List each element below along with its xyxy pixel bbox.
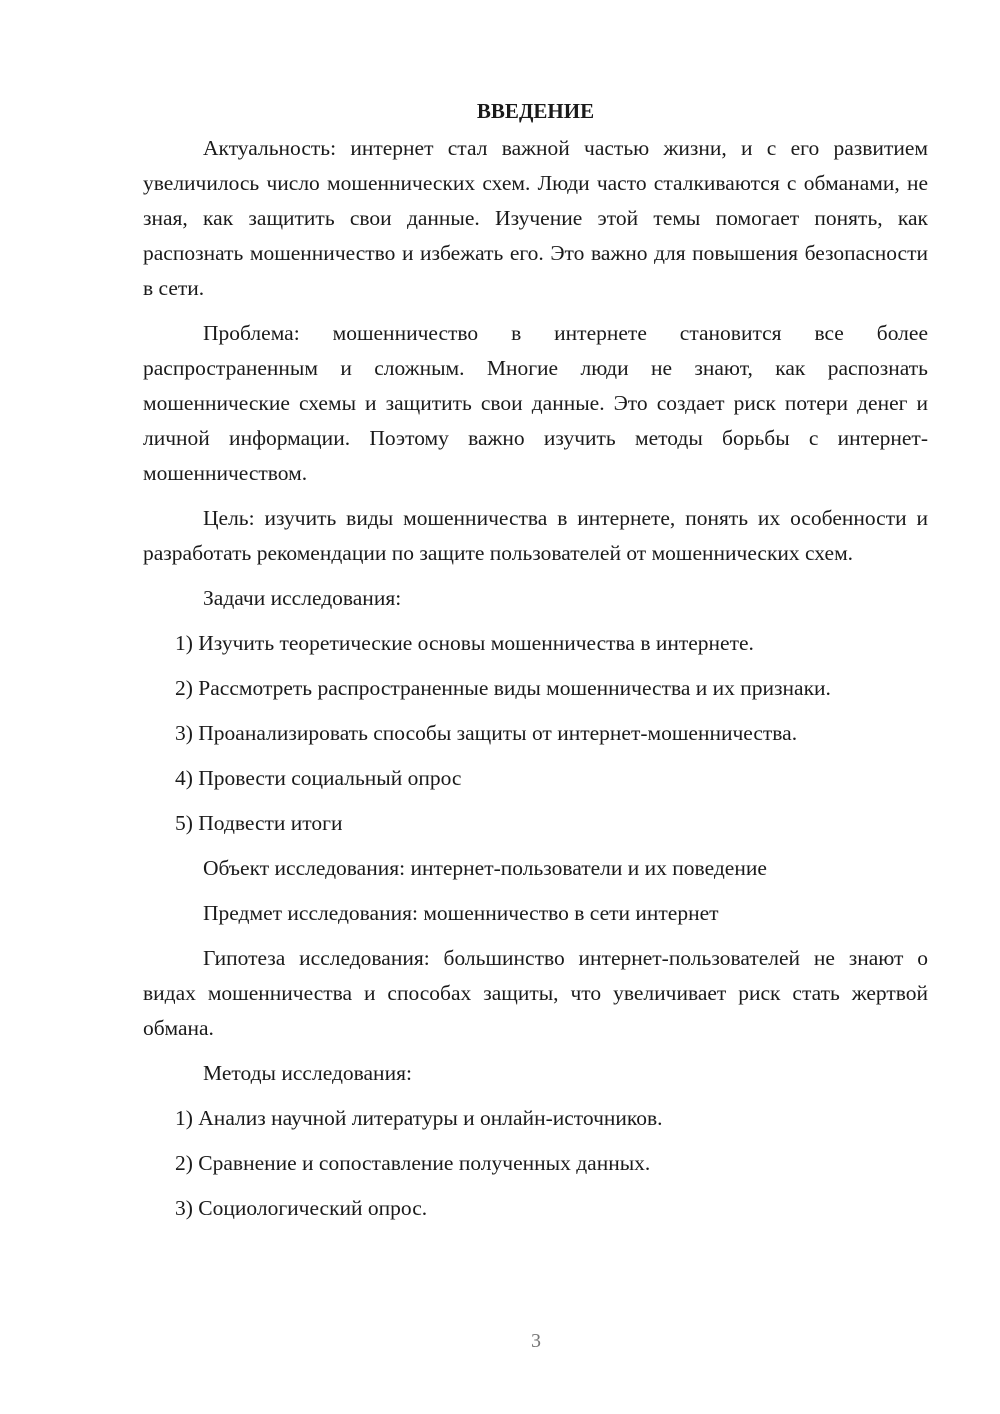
task-item-5: 5) Подвести итоги (175, 811, 343, 835)
document-page (143, 92, 928, 1236)
task-item-1: 1) Изучить теоретические основы мошенничества в интернете. (175, 631, 754, 655)
method-item-2: 2) Сравнение и сопоставление полученных данных. (175, 1151, 651, 1175)
research-subject: Предмет исследования: мошенничество в сети интернет (203, 901, 719, 925)
research-hypothesis: Гипотеза исследования: большинство интернет-пользователей не знают о видах мошенничества и способах защиты, что увеличивает риск стать жертвой обмана. (143, 946, 928, 1040)
research-object: Объект исследования: интернет-пользователи и их поведение (203, 856, 767, 880)
page-number: 3 (531, 1330, 541, 1352)
method-item-3: 3) Социологический опрос. (175, 1196, 428, 1220)
tasks-heading: Задачи исследования: (203, 586, 402, 610)
methods-heading: Методы исследования: (203, 1061, 412, 1085)
page-title: ВВЕДЕНИЕ (476, 99, 595, 123)
paragraph-goal: Цель: изучить виды мошенничества в интернете, понять их особенности и разработать рекомендации по защите пользователей от мошеннических схем. (143, 506, 928, 565)
task-item-4: 4) Провести социальный опрос (175, 766, 462, 790)
paragraph-problem: Проблема: мошенничество в интернете становится все более распространенным и сложным. Многие люди не знают, как распознать мошеннические схемы и защитить свои данные. Это создает риск потери денег и личной информации. Поэтому важно изучить методы борьбы с интернет-мошенничеством. (143, 321, 928, 485)
paragraph-relevance: Актуальность: интернет стал важной частью жизни, и с его развитием увеличилось число мошеннических схем. Люди часто сталкиваются с обманами, не зная, как защитить свои данные. Изучение этой темы помогает понять, как распознать мошенничество и избежать его. Это важно для повышения безопасности в сети. (143, 136, 928, 300)
task-item-2: 2) Рассмотреть распространенные виды мошенничества и их признаки. (175, 676, 831, 700)
task-item-3: 3) Проанализировать способы защиты от интернет-мошенничества. (175, 721, 798, 745)
method-item-1: 1) Анализ научной литературы и онлайн-источников. (175, 1106, 663, 1130)
